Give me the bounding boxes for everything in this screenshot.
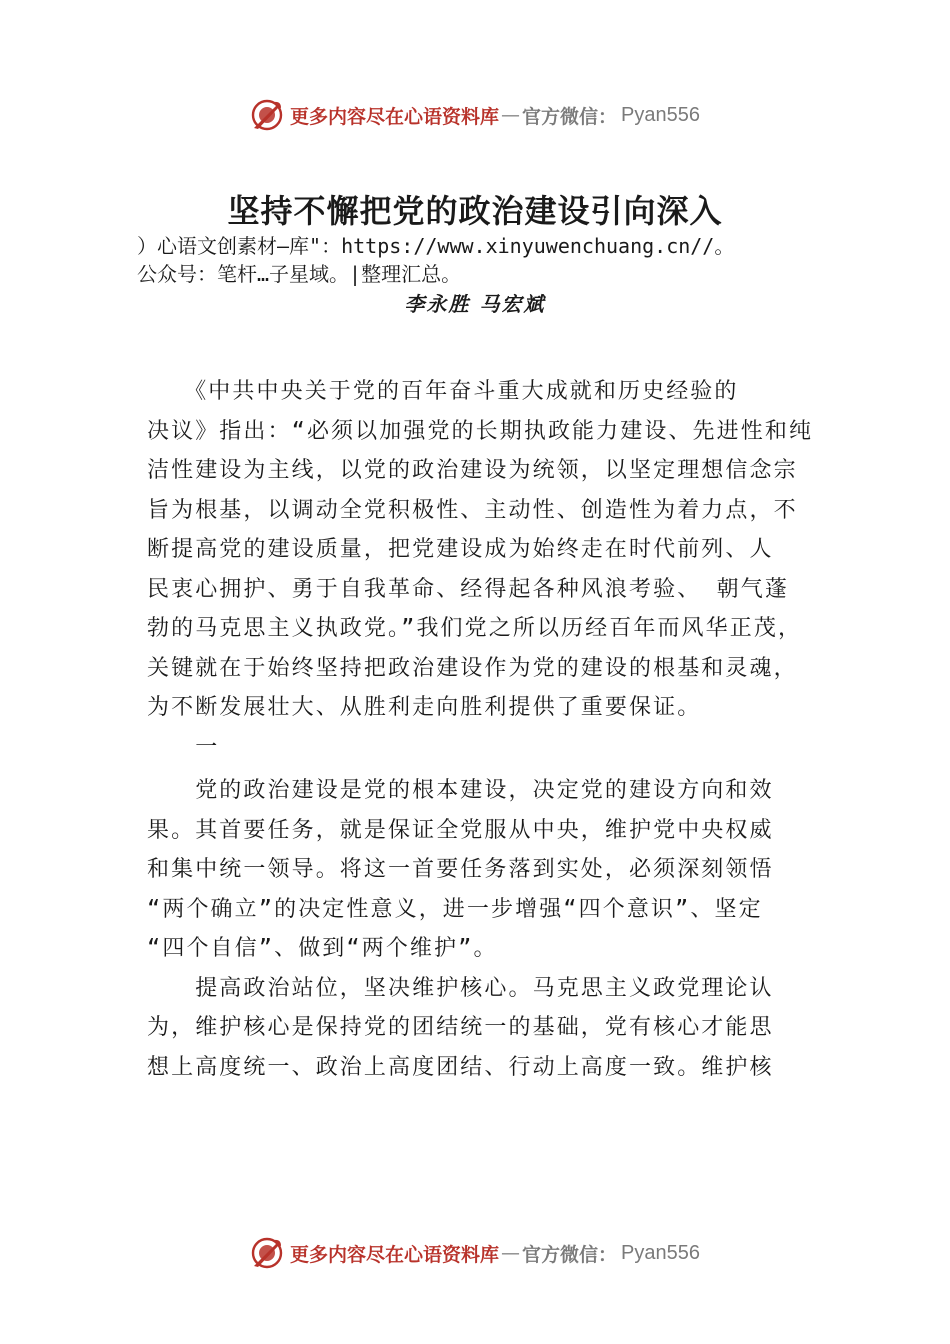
body-line: 旨为根基，以调动全党积极性、主动性、创造性为着力点，不	[147, 498, 798, 523]
banner-wechat-label: 官方微信：	[522, 1243, 618, 1266]
banner-wechat-id: Pyan556	[621, 1241, 700, 1264]
body-line: 《中共中央关于党的百年奋斗重大成就和历史经验的	[147, 379, 739, 404]
body-line: 决议》指出：“必须以加强党的长期执政能力建设、先进性和纯	[147, 419, 814, 444]
body-line: 想上高度统一、政治上高度团结、行动上高度一致。维护核	[147, 1055, 774, 1080]
footer-banner	[0, 1233, 950, 1273]
body-line: “两个确立”的决定性意义，进一步增强“四个意识”、坚定	[147, 897, 763, 922]
body-line: 提高政治站位，坚决维护核心。马克思主义政党理论认	[147, 976, 774, 1001]
body-line: 为不断发展壮大、从胜利走向胜利提供了重要保证。	[147, 695, 702, 720]
body-line: 断提高党的建设质量，把党建设成为始终走在时代前列、人	[147, 537, 774, 562]
body-line: 洁性建设为主线，以党的政治建设为统领，以坚定理想信念宗	[147, 458, 798, 483]
body-line: 为，维护核心是保持党的团结统一的基础，党有核心才能思	[147, 1015, 774, 1040]
author-names: 李永胜 马宏斌	[404, 292, 546, 316]
body-line: 党的政治建设是党的根本建设，决定党的建设方向和效	[147, 778, 774, 803]
banner-library-text: 更多内容尽在心语资料库	[290, 105, 500, 128]
banner-wechat-id: Pyan556	[621, 103, 700, 126]
header-banner	[0, 95, 950, 135]
body-line: “四个自信”、做到“两个维护”。	[147, 936, 498, 961]
body-line: 果。其首要任务，就是保证全党服从中央，维护党中央权威	[147, 818, 774, 843]
body-line: 勃的马克思主义执政党。”我们党之所以历经百年而风华正茂，	[147, 616, 803, 641]
quill-seal-icon	[250, 98, 284, 132]
source-line-account: 公众号：笔杆…子星域。|整理汇总。	[137, 262, 462, 286]
page-title: 坚持不懈把党的政治建设引向深入	[227, 192, 723, 230]
banner-dash: —	[501, 104, 521, 126]
banner-dash: —	[501, 1242, 521, 1264]
section-number: 一	[147, 735, 220, 760]
body-line: 和集中统一领导。将这一首要任务落到实处，必须深刻领悟	[147, 857, 774, 882]
body-line: 民衷心拥护、勇于自我革命、经得起各种风浪考验、 朝气蓬	[147, 577, 789, 602]
body-line: 关键就在于始终坚持把政治建设作为党的建设的根基和灵魂，	[147, 656, 798, 681]
quill-seal-icon	[250, 1236, 284, 1270]
source-line-url: ）心语文创素材—库"：https://www.xinyuwenchuang.cn//。	[137, 234, 735, 258]
banner-wechat-label: 官方微信：	[522, 105, 618, 128]
banner-library-text: 更多内容尽在心语资料库	[290, 1243, 500, 1266]
